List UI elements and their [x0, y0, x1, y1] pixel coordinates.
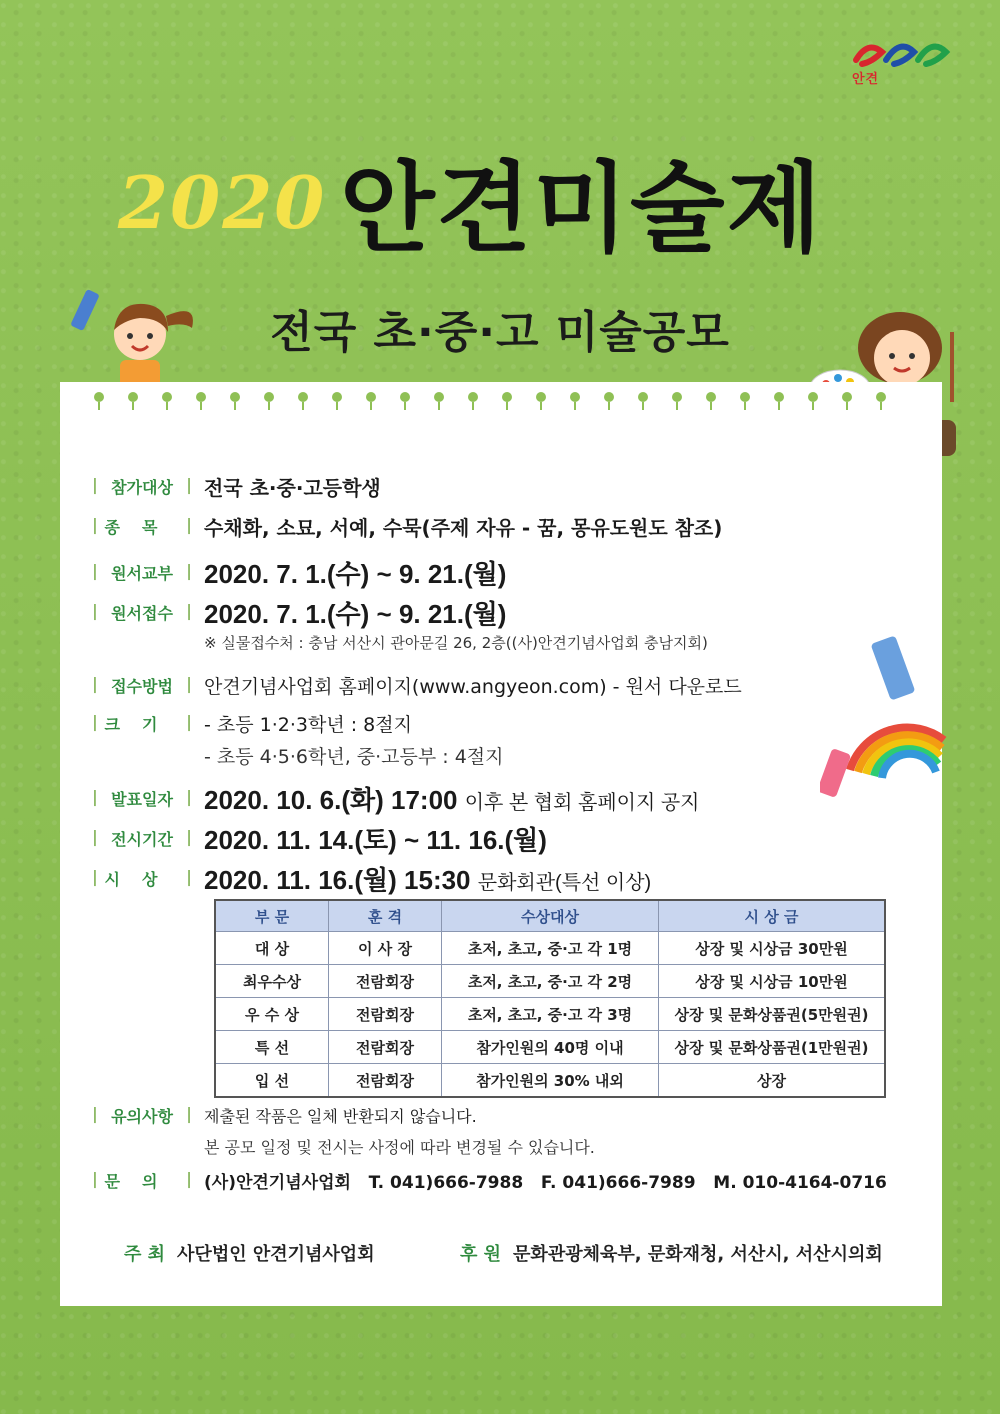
crayons-rainbow-illustration [820, 630, 950, 800]
binding-hole [638, 392, 648, 402]
binding-hole [536, 392, 546, 402]
binding-hole [672, 392, 682, 402]
table-cell: 입 선 [215, 1064, 329, 1098]
info-row-participants [92, 472, 381, 501]
table-row [215, 1031, 885, 1064]
footer-sponsor-value: 문화관광체육부, 문화재청, 서산시, 서산시의회 [513, 1244, 883, 1265]
footer-sponsor-label: 후 원 [460, 1244, 502, 1265]
info-row-contact [92, 1168, 887, 1193]
info-value: 2020. 7. 1.(수) ~ 9. 21.(월) [204, 559, 507, 589]
info-row-category [92, 512, 722, 541]
poster-title [0, 130, 1000, 266]
info-label: | 크기 | [92, 712, 192, 734]
table-row [215, 998, 885, 1031]
binding-hole [774, 392, 784, 402]
info-label: | 원서접수 | [92, 601, 192, 623]
info-value: 수채화, 소묘, 서예, 수묵(주제 자유 - 꿈, 몽유도원도 참조) [204, 516, 723, 540]
info-label: | 문의 | [92, 1169, 192, 1191]
table-cell: 대 상 [215, 932, 329, 965]
info-label: | 참가대상 | [92, 475, 192, 497]
table-cell: 전람회장 [329, 965, 442, 998]
info-note-receipt-location: ※ 실물접수처 : 충남 서산시 관아문길 26, 2층((사)안견기념사업회 충남지회) [204, 634, 708, 652]
info-value: 2020. 7. 1.(수) ~ 9. 21.(월) [204, 599, 507, 629]
footer-host-value: 사단법인 안견기념사업회 [177, 1244, 375, 1265]
info-row-exhibition [92, 820, 547, 857]
table-cell: 초저, 초고, 중·고 각 3명 [442, 998, 659, 1031]
table-header-row [215, 900, 885, 932]
table-cell: 참가인원의 40명 이내 [442, 1031, 659, 1064]
table-cell: 우 수 상 [215, 998, 329, 1031]
binding-hole [740, 392, 750, 402]
info-value: 안견기념사업회 홈페이지(www.angyeon.com) - 원서 다운로드 [204, 676, 742, 698]
binding-hole [434, 392, 444, 402]
info-row-awards-ceremony [92, 860, 651, 897]
binding-hole [264, 392, 274, 402]
binding-hole [162, 392, 172, 402]
table-cell: 상장 및 문화상품권(1만원권) [659, 1031, 886, 1064]
table-header: 시 상 금 [659, 900, 886, 932]
binding-hole [842, 392, 852, 402]
binding-hole [366, 392, 376, 402]
table-cell: 초저, 초고, 중·고 각 2명 [442, 965, 659, 998]
info-row-application-distribution [92, 554, 506, 591]
contact-value: (사)안견기념사업회 T. 041)666-7988 F. 041)666-7989 M. 010-4164-0716 [204, 1173, 887, 1193]
title-main: 안견미술제 [340, 151, 824, 266]
table-row [215, 932, 885, 965]
binding-hole [570, 392, 580, 402]
binding-hole [400, 392, 410, 402]
paper-binding-holes [60, 392, 942, 412]
info-value-line: - 초등 4·5·6학년, 중·고등부 : 4절지 [204, 746, 504, 768]
table-cell: 전람회장 [329, 998, 442, 1031]
info-label: | 시상 | [92, 867, 192, 889]
info-label: | 발표일자 | [92, 787, 192, 809]
footer-host-label: 주 최 [124, 1244, 166, 1265]
table-cell: 상장 및 시상금 30만원 [659, 932, 886, 965]
footer-host [124, 1240, 375, 1266]
info-row-method [92, 672, 742, 699]
table-header: 훈 격 [329, 900, 442, 932]
table-cell: 상장 및 문화상품권(5만원권) [659, 998, 886, 1031]
binding-hole [332, 392, 342, 402]
info-row-notice [92, 1104, 477, 1127]
notice-line: 본 공모 일정 및 전시는 사정에 따라 변경될 수 있습니다. [204, 1138, 595, 1157]
table-cell: 이 사 장 [329, 932, 442, 965]
binding-hole [808, 392, 818, 402]
info-value: 2020. 10. 6.(화) 17:00 이후 본 협회 홈페이지 공지 [204, 785, 700, 815]
table-cell: 상장 [659, 1064, 886, 1098]
info-row-announcement [92, 780, 699, 817]
table-row [215, 965, 885, 998]
info-label: | 전시기간 | [92, 827, 192, 849]
table-header: 수상대상 [442, 900, 659, 932]
binding-hole [502, 392, 512, 402]
binding-hole [128, 392, 138, 402]
info-value: 2020. 11. 14.(토) ~ 11. 16.(월) [204, 825, 547, 855]
table-header: 부 문 [215, 900, 329, 932]
binding-hole [230, 392, 240, 402]
poster-subtitle: 전국 초·중·고 미술공모 [270, 307, 730, 358]
table-cell: 전람회장 [329, 1064, 442, 1098]
notice-line: 제출된 작품은 일체 반환되지 않습니다. [204, 1107, 477, 1126]
info-label: | 접수방법 | [92, 674, 192, 696]
table-cell: 초저, 초고, 중·고 각 1명 [442, 932, 659, 965]
table-cell: 참가인원의 30% 내외 [442, 1064, 659, 1098]
info-label: | 원서교부 | [92, 561, 192, 583]
awards-table [214, 899, 886, 1098]
table-cell: 상장 및 시상금 10만원 [659, 965, 886, 998]
info-row-size [92, 710, 412, 737]
binding-hole [706, 392, 716, 402]
info-value: 2020. 11. 16.(월) 15:30 문화회관(특선 이상) [204, 865, 652, 895]
info-value: 전국 초·중·고등학생 [204, 476, 381, 500]
info-label: | 유의사항 | [92, 1104, 192, 1126]
binding-hole [604, 392, 614, 402]
info-row-application-receipt [92, 594, 506, 631]
footer-sponsor [460, 1240, 883, 1266]
table-cell: 특 선 [215, 1031, 329, 1064]
table-cell: 전람회장 [329, 1031, 442, 1064]
binding-hole [468, 392, 478, 402]
binding-hole [94, 392, 104, 402]
title-year: 2020 [118, 160, 327, 245]
table-row [215, 1064, 885, 1098]
logo-text: 안견 [852, 72, 880, 87]
binding-hole [298, 392, 308, 402]
table-cell: 최우수상 [215, 965, 329, 998]
binding-hole [876, 392, 886, 402]
binding-hole [196, 392, 206, 402]
info-value-line: - 초등 1·2·3학년 : 8절지 [204, 714, 412, 736]
info-label: | 종목 | [92, 515, 192, 537]
